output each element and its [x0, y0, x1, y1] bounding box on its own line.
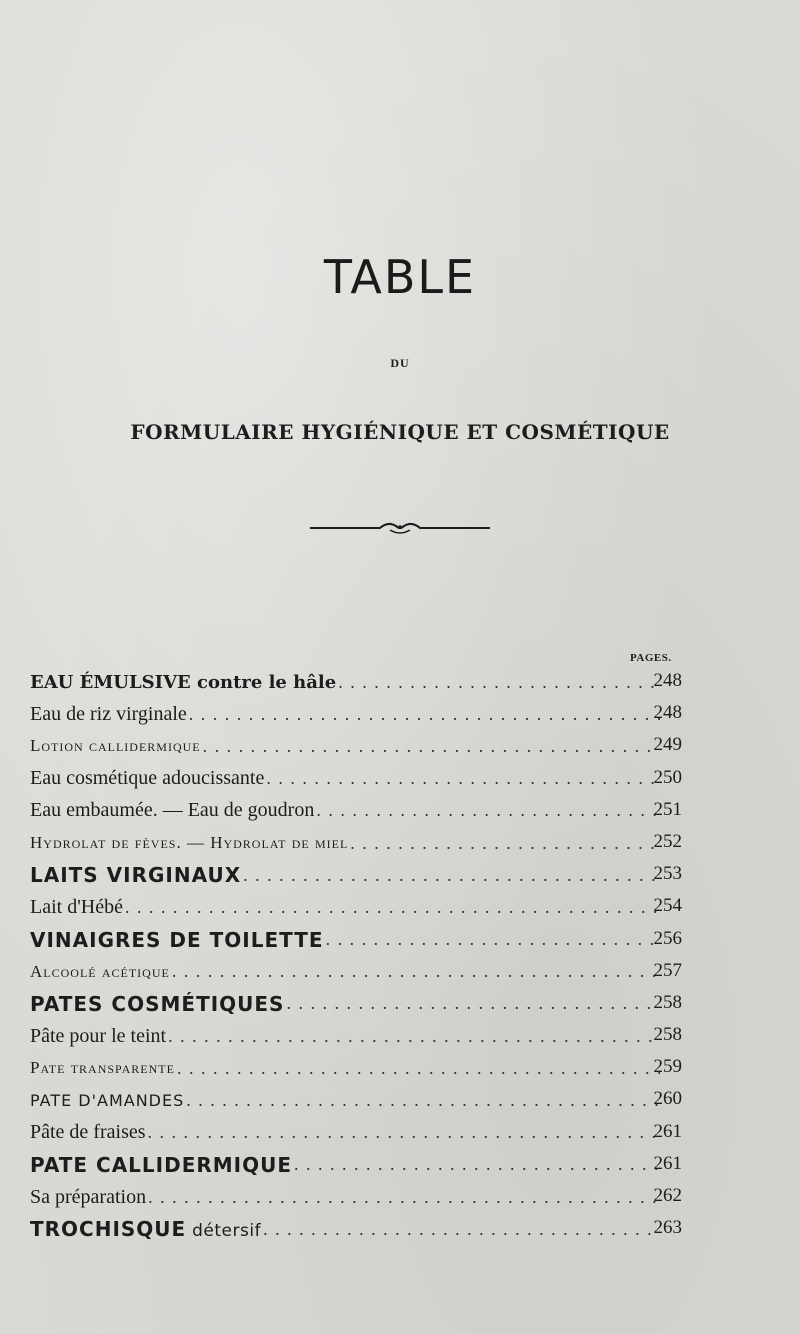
- toc-entry-title: PATES COSMÉTIQUES: [30, 991, 285, 1016]
- toc-entry-title: Pate transparente: [30, 1058, 175, 1078]
- toc-page-number: 256: [653, 927, 682, 949]
- toc-entry-title: Pâte pour le teint: [30, 1024, 167, 1047]
- toc-row: [30, 763, 690, 795]
- toc-page-number: 257: [653, 959, 682, 981]
- dot-leader: [189, 704, 660, 725]
- toc-row: [30, 1181, 690, 1213]
- toc-entry-title-rest: détersif: [186, 1221, 262, 1242]
- toc-row: [30, 988, 690, 1020]
- toc-row: [30, 827, 690, 859]
- dot-leader: [266, 768, 660, 789]
- toc-page-number: 249: [653, 734, 682, 756]
- toc-page-number: 259: [653, 1056, 682, 1078]
- toc-entry-title: [30, 1217, 263, 1241]
- toc-page-number: 248: [653, 670, 682, 691]
- dot-leader: [263, 1219, 660, 1240]
- toc-row: [30, 730, 690, 762]
- toc-row: [30, 1149, 690, 1181]
- toc-page-number: 258: [653, 1024, 682, 1046]
- toc-entry-title: EAU ÉMULSIVE contre le hâle: [30, 671, 337, 693]
- table-of-contents: [30, 666, 690, 1245]
- toc-entry-title: PATE CALLIDERMIQUE: [30, 1152, 293, 1177]
- toc-row: [30, 795, 690, 827]
- dot-leader: [350, 833, 660, 854]
- toc-entry-title: Eau embaumée. — Eau de goudron: [30, 799, 315, 822]
- dot-leader: [186, 1090, 660, 1111]
- dot-leader: [316, 800, 660, 821]
- toc-entry-title-bold: TROCHISQUE: [30, 1217, 187, 1242]
- toc-row: [30, 1020, 690, 1052]
- toc-page-number: 261: [653, 1152, 682, 1174]
- toc-entry-title: Eau de riz virginale: [30, 702, 187, 725]
- page-title: TABLE: [323, 250, 477, 304]
- dot-leader: [286, 993, 660, 1014]
- dot-leader: [168, 1026, 660, 1047]
- toc-entry-title: VINAIGRES DE TOILETTE: [30, 927, 324, 952]
- toc-page-number: 252: [653, 830, 682, 852]
- dot-leader: [294, 1154, 660, 1175]
- toc-entry-title: Hydrolat de fèves. — Hydrolat de miel: [30, 833, 349, 853]
- ornament-flourish-icon: [300, 518, 500, 538]
- toc-row: [30, 1117, 690, 1149]
- toc-row: [30, 1084, 690, 1116]
- toc-row: [30, 1213, 690, 1245]
- toc-entry-title: Alcoolé acétique: [30, 961, 170, 981]
- dot-leader: [172, 961, 660, 982]
- dot-leader: [338, 672, 660, 693]
- toc-page-number: 258: [653, 991, 682, 1013]
- toc-page-number: 262: [653, 1185, 682, 1206]
- toc-page-number: 251: [653, 798, 682, 820]
- toc-row: [30, 924, 690, 956]
- toc-page-number: 250: [653, 766, 682, 788]
- toc-row: [30, 956, 690, 988]
- toc-page-number: 261: [653, 1120, 682, 1142]
- toc-entry-title: Eau cosmétique adoucissante: [30, 767, 265, 790]
- toc-page-number: 248: [653, 702, 682, 724]
- dot-leader: [125, 897, 660, 918]
- toc-page-number: 260: [653, 1088, 682, 1110]
- dot-leader: [326, 929, 660, 950]
- dot-leader: [177, 1058, 660, 1079]
- toc-row: [30, 891, 690, 923]
- toc-row: [30, 666, 690, 698]
- dot-leader: [203, 736, 660, 757]
- toc-entry-title: PATE D'AMANDES: [30, 1091, 185, 1111]
- toc-page-number: 253: [653, 863, 682, 885]
- toc-entry-title: Sa préparation: [30, 1185, 147, 1208]
- toc-page-number: 263: [653, 1217, 682, 1239]
- toc-entry-title: Pâte de fraises: [30, 1121, 146, 1144]
- pages-column-header: PAGES.: [630, 652, 672, 664]
- toc-entry-title: Lotion callidermique: [30, 736, 201, 756]
- toc-entry-title: LAITS VIRGINAUX: [30, 863, 242, 888]
- toc-row: [30, 859, 690, 891]
- formulary-heading: FORMULAIRE HYGIÉNIQUE ET COSMÉTIQUE: [130, 420, 670, 444]
- toc-entry-title: Lait d'Hébé: [30, 895, 124, 918]
- dot-leader: [148, 1187, 660, 1208]
- dot-leader: [148, 1122, 660, 1143]
- toc-page-number: 254: [653, 895, 682, 917]
- toc-row: [30, 698, 690, 730]
- dot-leader: [243, 865, 660, 886]
- toc-row: [30, 1052, 690, 1084]
- subtitle-du: DU: [390, 356, 410, 370]
